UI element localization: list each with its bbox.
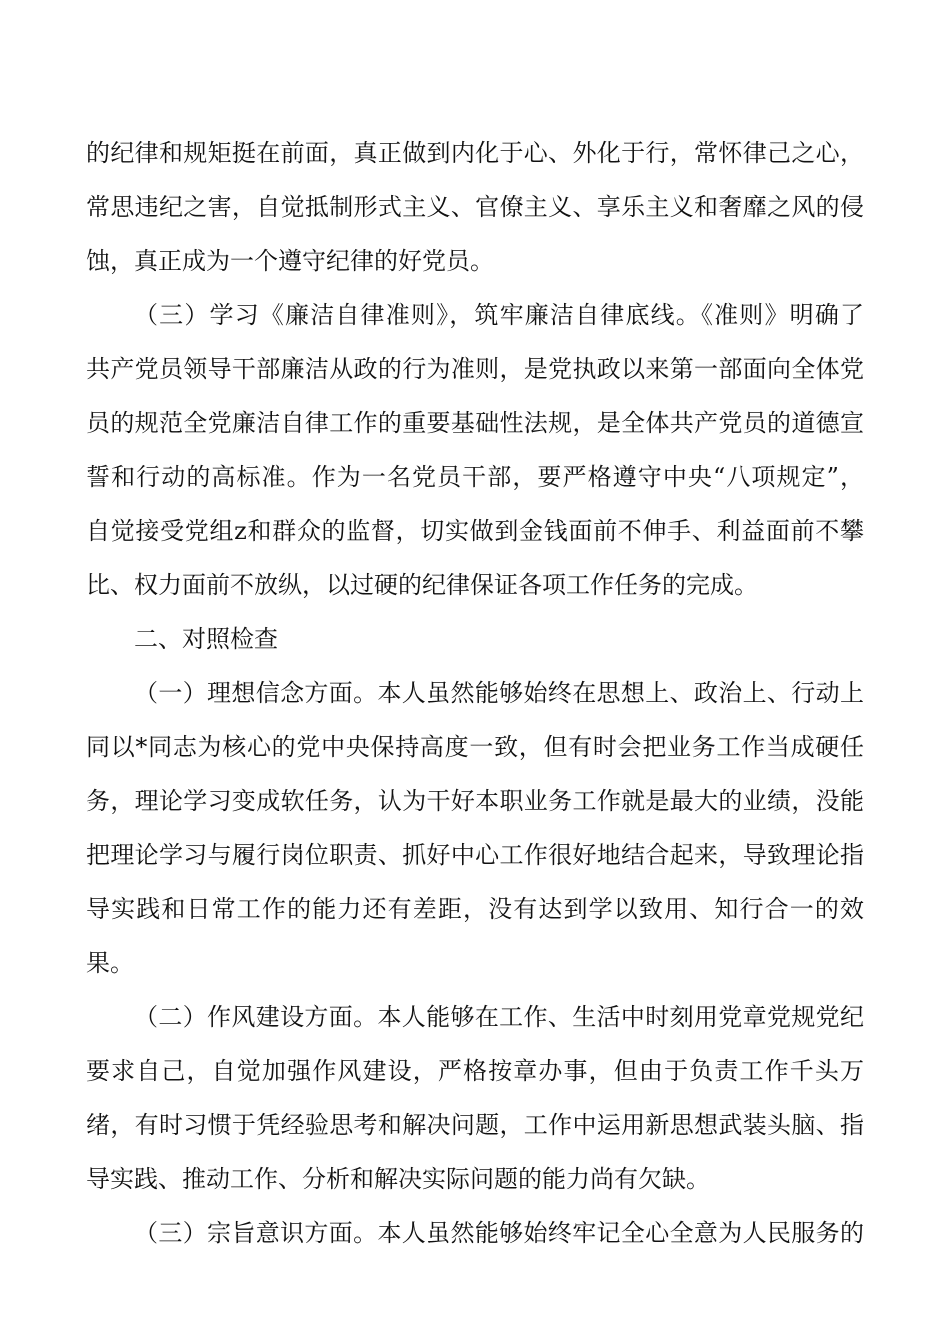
text-line: 共产党员领导干部廉洁从政的行为准则，是党执政以来第一部面向全体党 [86,355,864,383]
text-line: （三）宗旨意识方面。本人虽然能够始终牢记全心全意为人民服务的 [134,1219,864,1247]
text-line: （三）学习《廉洁自律准则》，筑牢廉洁自律底线。《准则》明确了 [134,301,864,329]
text-line: 自觉接受党组z和群众的监督，切实做到金钱面前不伸手、利益面前不攀 [86,517,864,545]
text-line: 员的规范全党廉洁自律工作的重要基础性法规，是全体共产党员的道德宣 [86,409,864,437]
section-heading-self-check [86,612,864,666]
text-line: 把理论学习与履行岗位职责、抓好中心工作很好地结合起来，导致理论指 [86,841,864,869]
paragraph-integrity-standards [86,288,864,612]
paragraph-purpose-awareness [86,1206,864,1260]
paragraph-work-style [86,990,864,1206]
text-line: 导实践、推动工作、分析和解决实际问题的能力尚有欠缺。 [86,1165,710,1193]
paragraph-ideals-beliefs [86,666,864,990]
text-line: 务，理论学习变成软任务，认为干好本职业务工作就是最大的业绩，没能 [86,787,864,815]
text-line: （二）作风建设方面。本人能够在工作、生活中时刻用党章党规党纪 [134,1003,864,1031]
text-line: 果。 [86,949,134,977]
text-line: 同以*同志为核心的党中央保持高度一致，但有时会把业务工作当成硬任 [86,733,864,761]
text-line: （一）理想信念方面。本人虽然能够始终在思想上、政治上、行动上 [134,679,864,707]
text-line: 比、权力面前不放纵，以过硬的纪律保证各项工作任务的完成。 [86,571,758,599]
text-line: 导实践和日常工作的能力还有差距，没有达到学以致用、知行合一的效 [86,895,864,923]
text-line: 蚀，真正成为一个遵守纪律的好党员。 [86,247,494,275]
text-line: 绪，有时习惯于凭经验思考和解决问题，工作中运用新思想武装头脑、指 [86,1111,864,1139]
text-line: 的纪律和规矩挺在前面，真正做到内化于心、外化于行，常怀律己之心， [86,139,864,167]
text-line: 常思违纪之害，自觉抵制形式主义、官僚主义、享乐主义和奢靡之风的侵 [86,193,864,221]
section-heading: 二、对照检查 [134,625,278,653]
text-line: 要求自己，自觉加强作风建设，严格按章办事，但由于负责工作千头万 [86,1057,864,1085]
paragraph-discipline-continuation [86,126,864,288]
document-body [86,126,864,1260]
text-line: 誓和行动的高标准。作为一名党员干部，要严格遵守中央“八项规定”， [86,463,864,491]
